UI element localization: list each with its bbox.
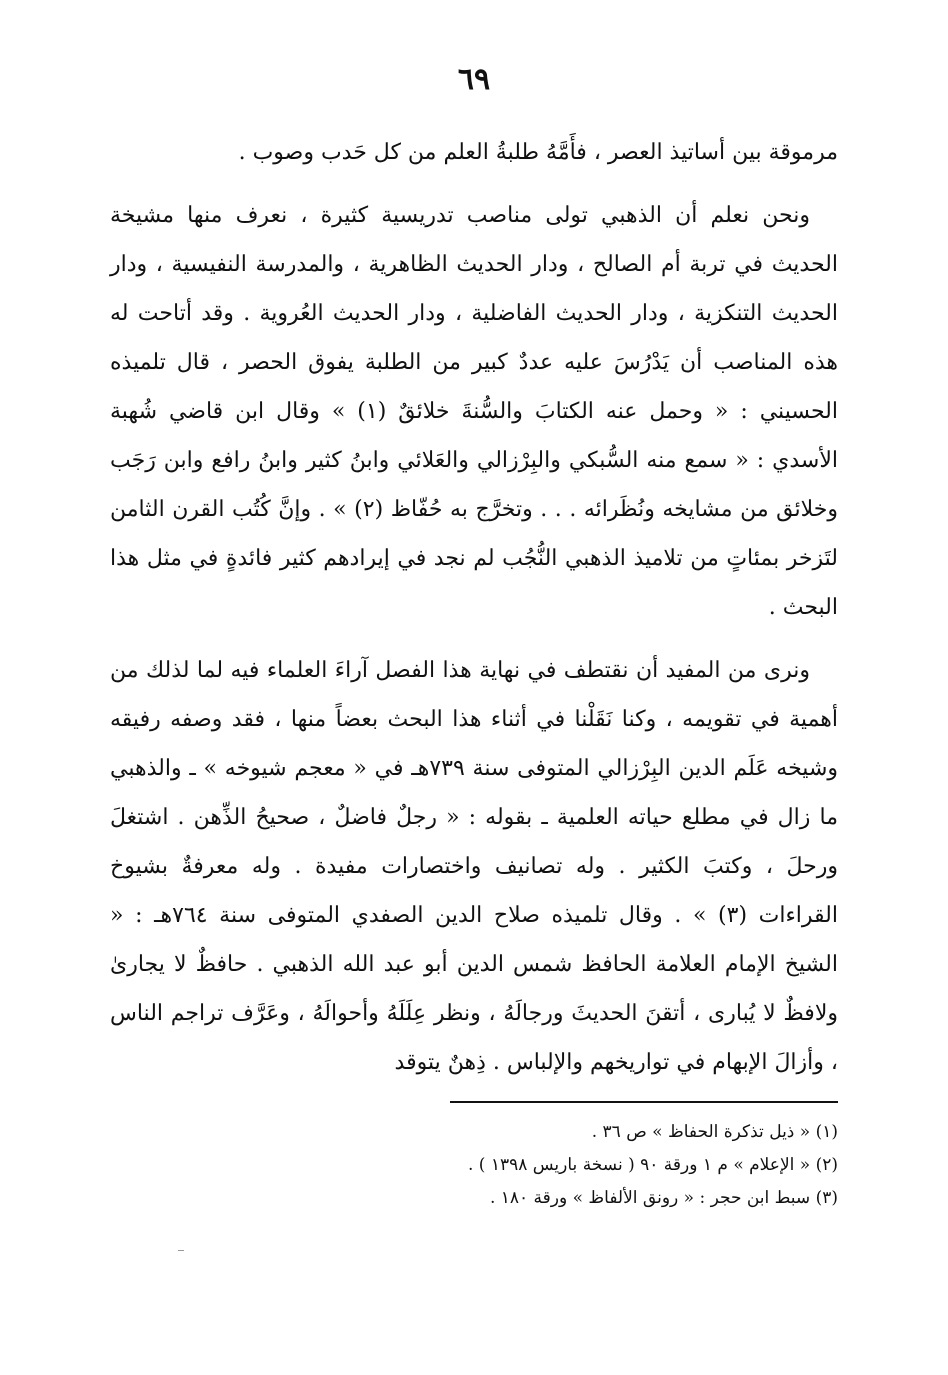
footnote-3: (٣) سبط ابن حجر : « رونق الألفاظ » ورقة ١٨٠ .: [489, 1188, 838, 1208]
page-number: ٦٩: [457, 62, 491, 97]
paragraph-scholars-opinions: ونرى من المفيد أن نقتطف في نهاية هذا الفصل آراءَ العلماء فيه لما لذلك من أهمية في تقويمه ، وكنا نَقَلْنا في أثناء هذا البحث بعضاً منها ، فقد وصفه رفيقه وشيخه عَلَم الدين البِرْزالي المتوفى سنة ٧٣٩هـ في « معجم شيوخه » ـ والذهبي ما زال في مطلع حياته العلمية ـ بقوله : « رجلٌ فاضلٌ ، صحيحُ الذِّهن . اشتغلَ ورحلَ ، وكتبَ الكثير . وله تصانيف واختصارات مفيدة . وله معرفةٌ بشيوخ القراءات (٣) » . وقال تلميذه صلاح الدين الصفدي المتوفى سنة ٧٦٤هـ : « الشيخ الإمام العلامة الحافظ شمس الدين أبو عبد الله الذهبي . حافظٌ لا يجارىٰ ولافظٌ لا يُبارى ، أتقنَ الحديثَ ورجالَهُ ، ونظر عِلَلَهُ وأحوالَهُ ، وعَرَّف تراجم الناس ، وأزالَ الإبهام في تواريخهم والإلباس . ذِهنٌ يتوقد: [110, 658, 838, 1075]
footnote-1: (١) « ذيل تذكرة الحفاظ » ص ٣٦ .: [591, 1122, 838, 1142]
body-text: [110, 128, 838, 1087]
paragraph-continuation: مرموقة بين أساتيذ العصر ، فأَمَّهُ طلبةُ العلم من كل حَدب وصوب .: [238, 140, 838, 165]
paragraph-teaching-positions: ونحن نعلم أن الذهبي تولى مناصب تدريسية كثيرة ، نعرف منها مشيخة الحديث في تربة أم الصالح ، ودار الحديث الظاهرية ، والمدرسة النفيسية ، ودار الحديث التنكزية ، ودار الحديث الفاضلية ، ودار الحديث العُروية . وقد أتاحت له هذه المناصب أن يَدْرُسَ عليه عددٌ كبير من الطلبة يفوق الحصر ، قال تلميذه الحسيني : « وحمل عنه الكتابَ والسُّنةَ خلائقٌ (١) » وقال ابن قاضي شُهبة الأسدي : « سمع منه السُّبكي والبِرْزالي والعَلائي وابنُ كثير وابنُ رافع وابن رَجَب وخلائق من مشايخه ونُظَرائه . . . وتخرَّج به حُفّاظ (٢) » . وإنَّ كُتُب القرن الثامن لتَزخر بمئاتٍ من تلاميذ الذهبي النُّجُب لم نجد في إيرادهم كثير فائدةٍ في مثل هذا البحث .: [110, 203, 838, 620]
footnote-2: (٢) « الإعلام » م ١ ورقة ٩٠ ( نسخة باريس ١٣٩٨ ) .: [467, 1155, 838, 1175]
scan-speck: [178, 1250, 184, 1251]
footnotes: [300, 1116, 838, 1215]
footnote-divider: [450, 1101, 838, 1103]
